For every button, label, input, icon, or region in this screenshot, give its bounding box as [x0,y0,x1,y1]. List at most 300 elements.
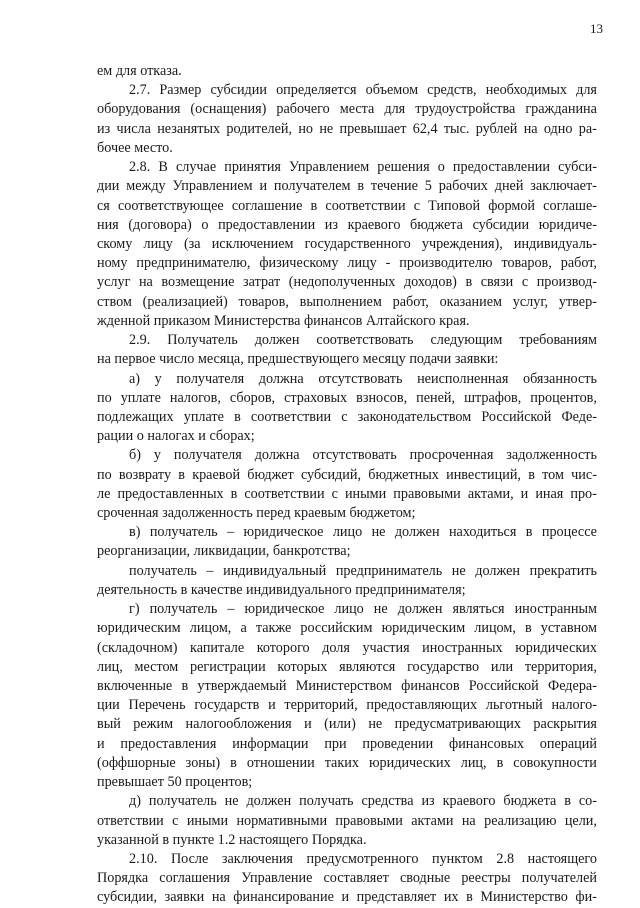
word: получатель [148,793,217,810]
word: индивидуаль- [513,235,597,252]
word: должен [246,793,292,810]
word: 62,4 [412,120,438,137]
word: выполнением [299,293,382,310]
word: услуг [97,274,131,291]
word: не [368,716,383,733]
word: зоны) [185,754,221,771]
word: составляет [323,870,389,887]
word: должен [475,562,520,579]
word: необходимых [485,82,568,99]
word: информации [232,735,309,752]
word: также [255,620,292,637]
word: лицо [334,601,364,618]
word: краевого [442,793,496,810]
word: финансовых [449,735,524,752]
word: оказанием [439,293,502,310]
text-line [97,254,597,273]
word: услуг, [512,293,549,310]
line-text: деятельность в качестве индивидуального предпринимателя; [97,581,466,598]
word: по [97,389,112,406]
text-line [97,235,597,254]
text-line [97,696,597,715]
word: Министерство [480,889,568,906]
word: работ, [392,293,429,310]
word: возврату [118,466,172,483]
word: страховых [284,389,348,406]
word: совокупности [513,754,597,771]
word: а [240,620,247,637]
word: таких [324,754,359,771]
word: Управлением [289,159,370,176]
word: сборов, [229,389,276,406]
word: юридическим [97,620,181,637]
word: Перечень [128,697,186,714]
word: проведении [362,735,434,752]
line-text: на первое число месяца, предшествующего месяцу подачи заявки: [97,351,499,368]
word: в [178,466,185,483]
text-line [97,735,597,754]
word: в [181,678,189,694]
word: средства [361,793,414,810]
word: про- [570,485,597,502]
word: процессе [541,524,597,541]
word: законодательством [357,408,472,425]
text-line [97,581,597,600]
word: Федера- [547,678,597,694]
word: ния [97,216,119,233]
word: у [154,370,162,387]
word: рабочего [276,101,330,118]
word: Российской [468,678,539,694]
word: участия [362,639,410,656]
word: доходов) [403,274,457,291]
word: налогообложения [185,716,292,733]
word: места [339,101,375,118]
word: соответствовать [316,332,414,349]
word: лиц, [97,658,123,675]
word: 2.9. [129,332,151,349]
word: из [421,793,435,810]
word: предоставлении [218,216,316,233]
text-line [97,350,597,369]
word: из [97,120,111,137]
word: правовыми [335,812,403,829]
word: формой [488,197,536,214]
word: из [324,216,338,233]
word: о [201,216,209,233]
word: скому [97,235,133,252]
word: Получатель [167,332,238,349]
word: отношении [246,754,315,771]
word: финансирование [233,889,334,906]
word: реализацию [484,812,557,829]
word: актами, [467,485,514,502]
word: решения [377,159,430,176]
page-number: 13 [590,21,603,36]
word: (складочном) [97,639,178,656]
word: не [451,562,466,579]
word: режим [133,716,174,733]
word: юридических [368,754,451,771]
word: должна [258,370,304,387]
word: которого [256,639,310,656]
text-line [97,600,597,619]
word: субсидии, [97,889,158,906]
word: ра- [578,120,597,137]
word: подлежащих [97,408,174,425]
word: ся [97,197,110,214]
word: превышает [339,120,407,137]
text-line [97,293,597,312]
word: не [371,524,386,541]
word: местом [134,658,179,675]
word: предпринимателю, [136,255,251,272]
word: доля [322,639,350,656]
word: товаров, [238,293,289,310]
word: в [525,620,532,637]
word: о [437,159,445,176]
word: лицом, [474,620,516,637]
word: физическому [259,255,339,272]
word: уплате [183,408,224,425]
word: и [259,178,268,195]
word: и [268,697,276,714]
word: определяется [276,82,357,99]
word: лицу [143,235,173,252]
word: в [496,754,504,771]
word: не [224,793,239,810]
word: в [564,793,571,810]
word: регистрации [190,658,266,675]
word: (недополученных [288,274,396,291]
word: Размер [159,82,202,99]
word: нормативными [236,812,328,829]
word: иностранным [514,601,597,618]
word: затрат [243,274,281,291]
word: (оффшорные [97,754,176,771]
word: настоящего [527,850,597,867]
text-line [97,869,597,888]
word: предоставляющих [366,697,478,714]
word: лицу [347,255,377,272]
text-line [97,850,597,869]
word: принятия [224,159,281,176]
word: неисполненная [417,370,509,387]
word: предоставленных [117,485,224,502]
word: на [138,274,153,291]
word: случае [175,159,217,176]
word: Управлением [172,178,253,195]
word: государств [194,697,260,714]
text-line [97,177,597,196]
text-line [97,504,597,523]
word: российским [300,620,373,637]
word: в [310,197,318,214]
text-line [97,100,597,119]
word: соответствующее [117,197,224,214]
word: краевой [192,466,241,483]
word: территорий, [284,697,358,714]
text-line [97,120,597,139]
word: лицом, [189,620,232,637]
word: (оснащения) [190,101,267,118]
word: штрафов, [464,389,522,406]
word: 2.8 [496,850,515,867]
word: в [525,524,533,541]
word: одно [543,120,573,137]
text-line [97,485,597,504]
word: реестры [461,870,511,887]
text-line [97,389,597,408]
word: должна [254,447,300,464]
word: в) [129,524,141,541]
word: у [153,447,161,464]
word: трудоустройства [415,101,516,118]
word: раскрытия [533,716,597,733]
word: предусматривающих [394,716,521,733]
word: и [341,889,350,906]
word: бюджета [410,216,463,233]
word: правовыми [393,485,461,502]
word: б) [129,447,141,464]
word: Феде- [561,408,597,425]
word: соглашения [159,870,231,887]
word: получать [299,793,354,810]
word: бюджетных [368,466,439,483]
text-line [97,408,597,427]
word: дии [97,178,120,195]
word: Типовой [428,197,481,214]
word: товаров, [501,255,552,272]
word: но [298,120,314,137]
word: соглашение [231,197,303,214]
word: 2.7. [129,82,151,99]
line-text: превышает 50 процентов; [97,774,253,791]
word: при [324,735,347,752]
word: течение [370,178,418,195]
word: 2.10. [129,850,158,867]
word: пеней, [416,389,456,406]
word: сводные [399,870,451,887]
word: г) [129,601,140,618]
text-line [97,715,597,734]
word: юридиче- [538,216,597,233]
word: юридических [515,639,597,656]
text-line [97,312,597,331]
word: чис- [571,466,597,483]
word: инвестиций, [446,466,521,483]
word: с [172,812,179,829]
word: незанятых [157,120,221,137]
word: взносов, [356,389,408,406]
word: краевого [347,216,401,233]
word: которых [277,658,328,675]
word: отсутствовать [312,447,397,464]
word: ции [97,697,120,714]
word: оборудования [97,101,181,118]
word: соответствии [250,408,332,425]
word: льготный [485,697,543,714]
word: соответствии [325,197,406,214]
word: должен [394,524,440,541]
word: получателя [173,447,242,464]
word: связи [480,274,514,291]
word: (или) [324,716,356,733]
word: требованиям [519,332,597,349]
text-line [97,466,597,485]
word: включенные [97,678,173,694]
text-line [97,139,597,158]
word: получатель [129,562,197,579]
word: иными [186,812,229,829]
text-line [97,446,597,465]
word: не [373,601,388,618]
word: (за [183,235,201,252]
word: утверждаемый [197,678,287,694]
word: территория, [524,658,597,675]
word: рублей [475,120,518,137]
word: В [158,159,168,176]
text-line [97,197,597,216]
word: для [384,101,406,118]
word: заключения [221,850,293,867]
word: фи- [575,889,597,906]
text-line [97,677,597,696]
text-line [97,831,597,850]
word: операций [539,735,597,752]
word: субсидий, [300,466,362,483]
word: и [97,735,105,752]
word: средств, [427,82,477,99]
text-line [97,62,597,81]
text-line [97,273,597,292]
word: – [206,562,214,579]
word: предоставления [120,735,217,752]
word: обязанность [522,370,597,387]
word: После [170,850,209,867]
word: пунктом [431,850,483,867]
word: иностранных [422,639,503,656]
line-text: жденной приказом Министерства финансов Алтайского края. [97,312,470,329]
word: бюджета [503,793,557,810]
word: не [319,120,334,137]
word: тыс. [443,120,470,137]
word: представляет [356,889,437,906]
word: цели, [564,812,597,829]
word: Российской [481,408,552,425]
word: (договора) [128,216,192,233]
word: юридическим [381,620,466,637]
word: государство [407,658,480,675]
word: иная [535,485,564,502]
word: юридическое [244,601,325,618]
word: получателей [521,870,597,887]
word: финансов [401,678,460,694]
word: Управление [241,870,313,887]
line-text: указанной в пункте 1.2 настоящего Порядка. [97,831,367,848]
word: том [542,466,564,483]
word: работ, [560,255,597,272]
word: д) [129,793,141,810]
word: ством [97,293,132,310]
text-line [97,812,597,831]
word: просроченная [409,447,494,464]
word: являться [452,601,505,618]
text-line [97,562,597,581]
word: или [490,658,514,675]
word: лиц, [460,754,487,771]
text-line [97,331,597,350]
word: вый [97,716,121,733]
text-line [97,754,597,773]
word: в [230,754,237,771]
word: в [234,408,241,425]
word: заявки [164,889,205,906]
word: а) [129,370,141,387]
word: государственного [304,235,411,252]
text-line [97,81,597,100]
word: для [576,82,597,99]
word: с [521,274,529,291]
word: – [227,601,235,618]
word: получателя [176,370,245,387]
word: юридическое [243,524,324,541]
word: гражданина [525,101,597,118]
word: в [528,466,535,483]
word: утвер- [558,293,597,310]
word: уплате [120,389,161,406]
word: получатель [149,601,218,618]
word: предоставлении [452,159,550,176]
text-line [97,523,597,542]
word: на [523,120,538,137]
word: должен [254,332,300,349]
word: уставном [540,620,597,637]
word: в [465,274,473,291]
word: актами [411,812,454,829]
word: по [97,466,112,483]
text-line [97,542,597,561]
word: субсидии [210,82,267,99]
word: в [357,178,365,195]
word: на [461,812,476,829]
word: учреждения), [421,235,503,252]
text-line [97,370,597,389]
word: задолженность [506,447,597,464]
line-text: сроченная задолженность перед краевым бюджетом; [97,505,416,522]
text-line [97,792,597,811]
word: капитале [190,639,245,656]
word: предусмотренного [306,850,419,867]
word: - [385,255,391,272]
word: отсутствовать [318,370,403,387]
word: налого- [551,697,597,714]
word: дней [494,178,524,195]
word: ле [97,485,111,502]
line-text: бочее место. [97,139,173,156]
word: объемом [365,82,419,99]
word: их [443,889,459,906]
word: находиться [448,524,517,541]
word: заключает- [530,178,597,195]
word: соответствии [244,485,325,502]
word: в [230,485,238,502]
word: субсидии [472,216,530,233]
word: бюджет [247,466,294,483]
word: и [520,485,529,502]
word: с [341,408,348,425]
word: субси- [558,159,597,176]
